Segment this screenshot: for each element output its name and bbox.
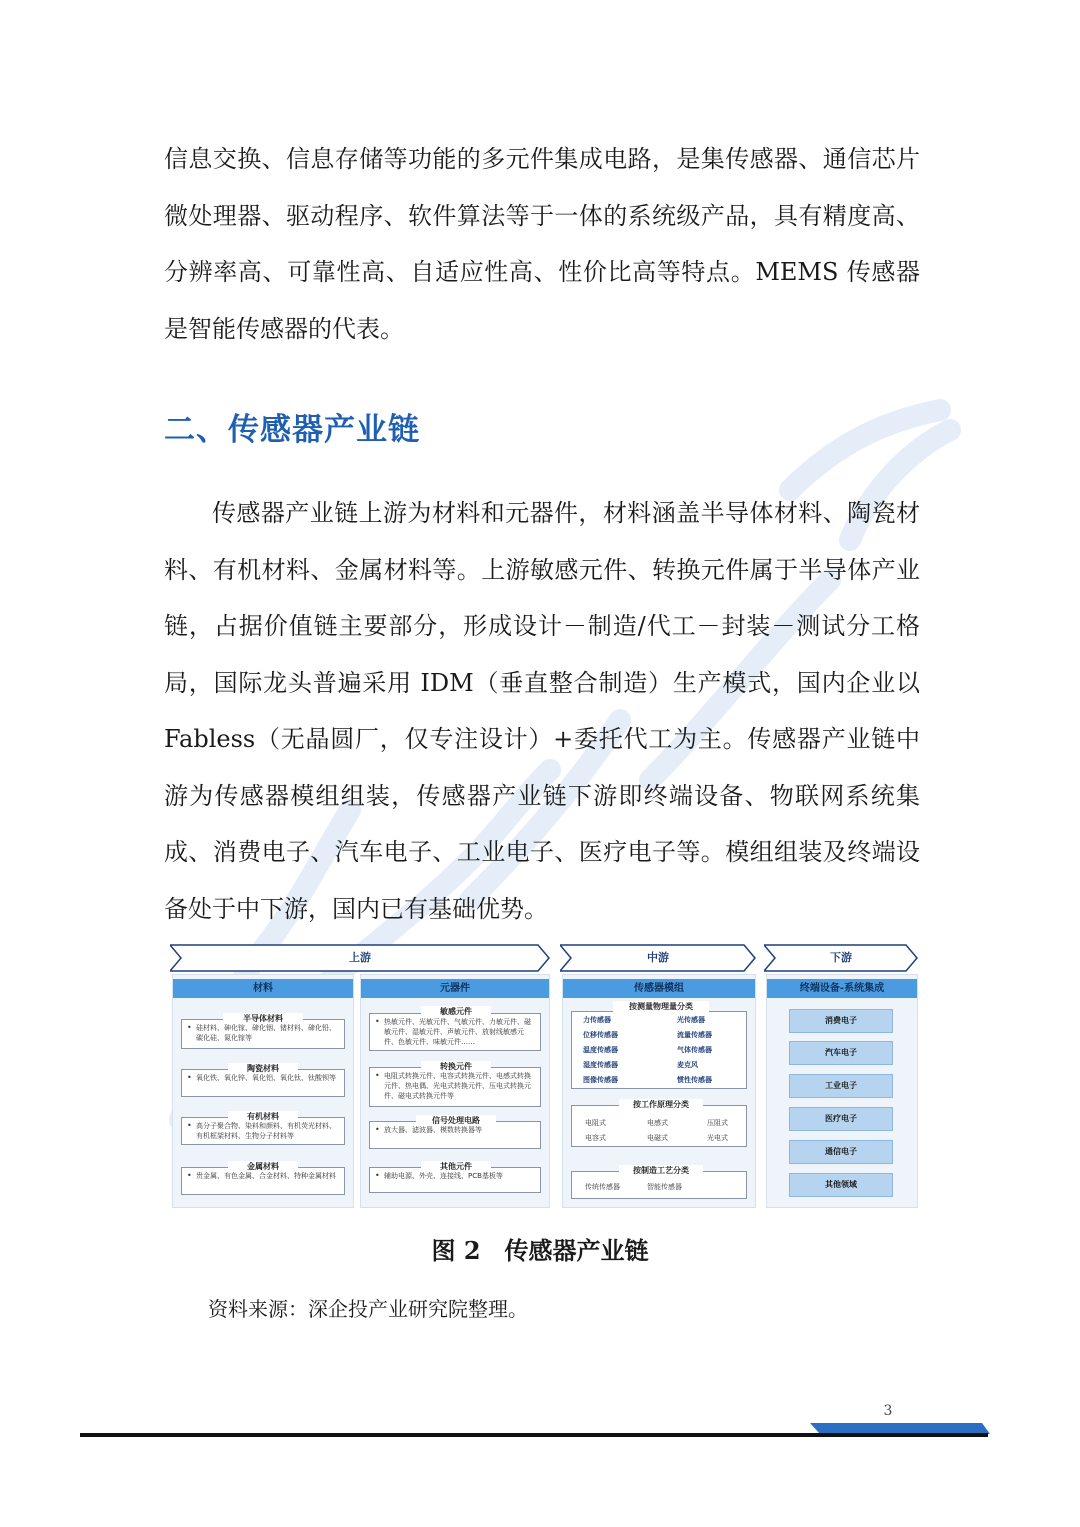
principle-item: 压阻式: [707, 1119, 728, 1127]
downstream-item: 工业电子: [789, 1074, 893, 1098]
process-item: 传统传感器: [585, 1183, 620, 1191]
process-item: 智能传感器: [647, 1183, 682, 1191]
principle-category-title: 按工作原理分类: [619, 1099, 703, 1110]
sensor-type: 位移传感器: [583, 1031, 618, 1039]
principle-item: 电感式: [647, 1119, 668, 1127]
sensor-type: 麦克风: [677, 1061, 698, 1069]
material-group-text: • 贵金属、有色金属、合金材料、特种金属材料: [182, 1168, 344, 1183]
stage-downstream-arrow: [764, 944, 918, 972]
downstream-title: 终端设备-系统集成: [767, 979, 917, 998]
material-group-title: 半导体材料: [223, 1013, 303, 1024]
component-group-text: • 电阻式转换元件、电容式转换元件、电感式转换元件、热电偶、光电式转换元件、压电式转换元件、磁电式转换元件等: [370, 1068, 540, 1103]
material-group-text: • 氧化铁、氧化锌、氧化铝、氧化钛、钛酸钡等: [182, 1070, 344, 1085]
component-group-title: 转换元件: [421, 1061, 491, 1072]
principle-item: 电磁式: [647, 1134, 668, 1142]
sensor-type: 光传感器: [677, 1016, 705, 1024]
sensor-type: 湿度传感器: [583, 1061, 618, 1069]
footer-rule: [80, 1433, 988, 1437]
page-number: 3: [883, 1403, 893, 1419]
process-category-title: 按制造工艺分类: [619, 1165, 703, 1176]
components-panel: [360, 974, 550, 1208]
downstream-item: 消费电子: [789, 1009, 893, 1033]
components-title: 元器件: [361, 979, 549, 998]
physical-category-title: 按测量物理量分类: [613, 1001, 709, 1012]
component-group-title: 敏感元件: [421, 1006, 491, 1017]
paragraph-industry-chain: 传感器产业链上游为材料和元器件，材料涵盖半导体材料、陶瓷材料、有机材料、金属材料等。上游敏感元件、转换元件属于半导体产业链，占据价值链主要部分，形成设计－制造/代工－封装－测试分工格局，国际龙头普遍采用 IDM（垂直整合制造）生产模式，国内企业以 Fabless（无晶圆厂，仅专注设计）+委托代工为主。传感器产业链中游为传感器模组组装，传感器产业链下游即终端设备、物联网系统集成、消费电子、汽车电子、工业电子、医疗电子等。模组组装及终端设备处于中下游，国内已有基础优势。: [164, 499, 920, 923]
sensor-type: 气体传感器: [677, 1046, 712, 1054]
paragraph-intro: 信息交换、信息存储等功能的多元件集成电路，是集传感器、通信芯片微处理器、驱动程序、软件算法等于一体的系统级产品，具有精度高、分辨率高、可靠性高、自适应性高、性价比高等特点。MEMS 传感器是智能传感器的代表。: [164, 145, 920, 343]
downstream-item: 汽车电子: [789, 1041, 893, 1065]
sensor-type: 惯性传感器: [677, 1076, 712, 1084]
sensor-type: 温度传感器: [583, 1046, 618, 1054]
materials-panel: [172, 974, 354, 1208]
figure-caption: 图 2 传感器产业链: [431, 1236, 649, 1265]
component-group-title: 其他元件: [421, 1161, 491, 1172]
material-group-text: • 高分子聚合物、染料和颜料、有机荧光材料、有机框架材料、生物分子材料等: [182, 1118, 344, 1143]
component-group: [369, 1067, 541, 1107]
sensor-type: 图像传感器: [583, 1076, 618, 1084]
principle-item: 电容式: [585, 1134, 606, 1142]
component-group-text: • 放大器、滤波器、模数转换器等: [370, 1122, 540, 1137]
stage-upstream-arrow: [170, 944, 550, 972]
downstream-item: 其他领域: [789, 1173, 893, 1197]
module-panel: [562, 974, 756, 1208]
material-group-title: 金属材料: [228, 1161, 298, 1172]
module-title: 传感器模组: [563, 979, 755, 998]
stage-midstream-label: 中游: [647, 951, 669, 964]
sensor-type: 力传感器: [583, 1016, 611, 1024]
stage-midstream-arrow: [560, 944, 756, 972]
stage-downstream-label: 下游: [830, 951, 852, 964]
component-group: [369, 1013, 541, 1051]
principle-item: 光电式: [707, 1134, 728, 1142]
material-group-title: 陶瓷材料: [228, 1063, 298, 1074]
component-group-title: 信号处理电路: [416, 1115, 496, 1126]
material-group-text: • 硅材料、砷化镓、碲化铟、锗材料、碲化铅、碳化硅、氮化镓等: [182, 1020, 344, 1045]
downstream-item: 医疗电子: [789, 1107, 893, 1131]
downstream-item: 通信电子: [789, 1140, 893, 1164]
section-heading: 二、传感器产业链: [164, 412, 420, 448]
stage-upstream-label: 上游: [349, 951, 371, 964]
component-group-text: • 辅助电源、外壳、连接线、PCB基板等: [370, 1168, 540, 1183]
principle-item: 电阻式: [585, 1119, 606, 1127]
materials-title: 材料: [173, 979, 353, 998]
component-group-text: • 热敏元件、光敏元件、气敏元件、力敏元件、磁敏元件、湿敏元件、声敏元件、放射线敏感元件、色敏元件、味敏元件……: [370, 1014, 540, 1049]
downstream-panel: [766, 974, 918, 1208]
sensor-type: 流量传感器: [677, 1031, 712, 1039]
industry-chain-figure: [168, 944, 918, 1210]
source-note: 资料来源：深企投产业研究院整理。: [208, 1297, 528, 1321]
material-group-title: 有机材料: [228, 1111, 298, 1122]
